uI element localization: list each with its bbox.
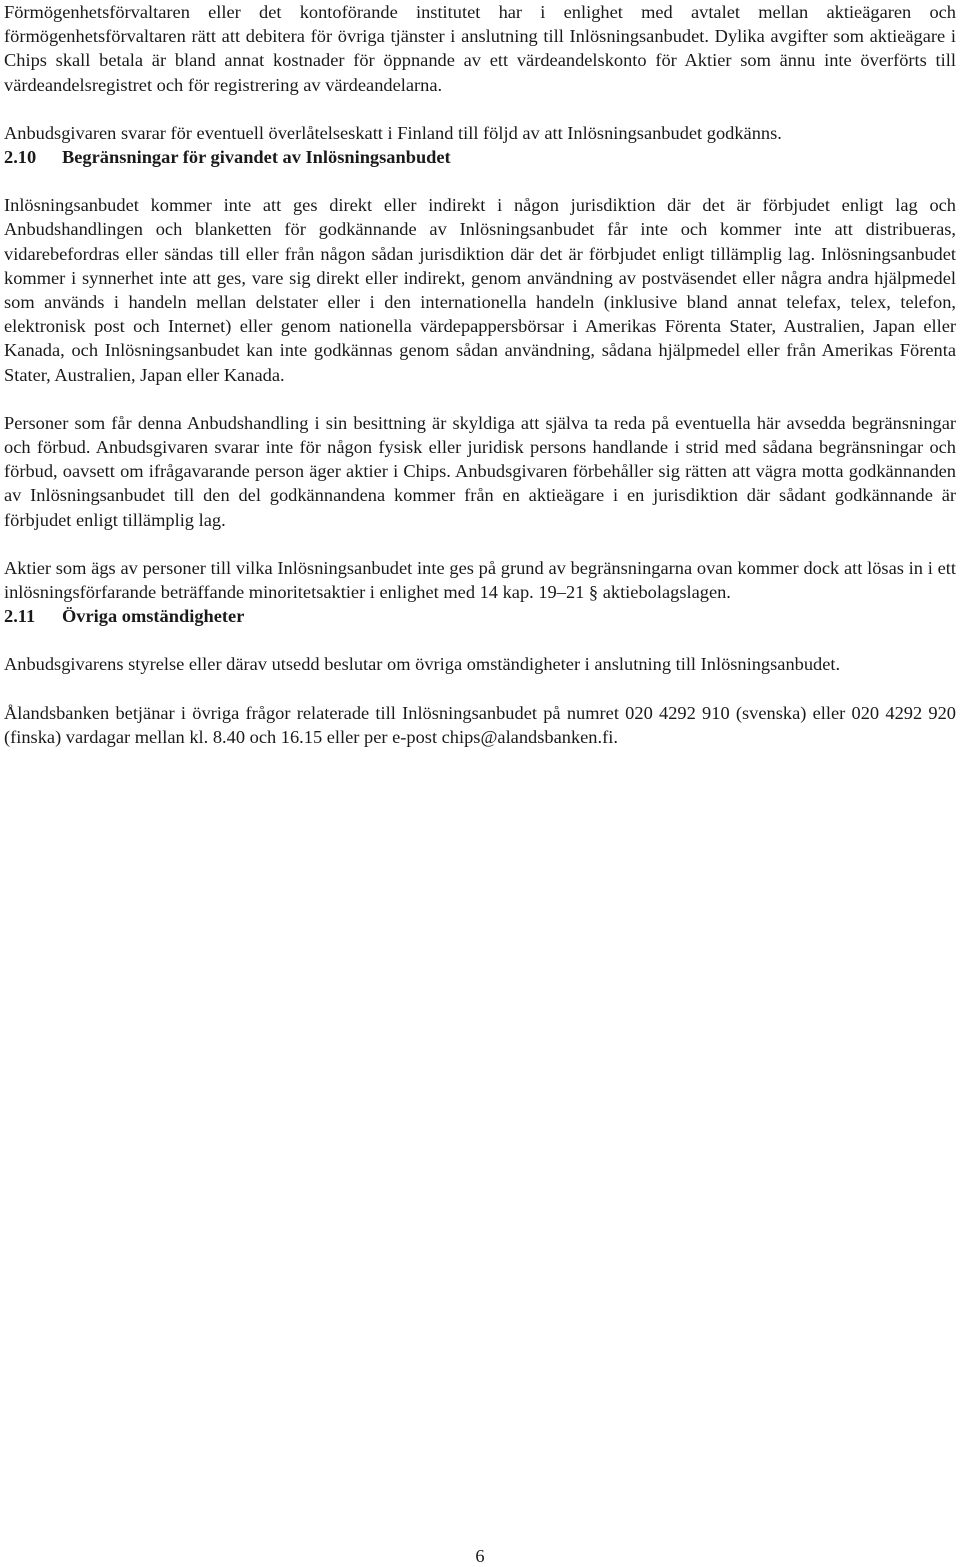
section-number: 2.11	[4, 606, 36, 627]
section-number: 2.10	[4, 147, 37, 168]
page-number: 6	[475, 1546, 485, 1566]
section-heading-2-11	[4, 604, 956, 628]
paragraph-other-circumstances: Anbudsgivarens styrelse eller därav utsedd beslutar om övriga omständigheter i anslutning till Inlösningsanbudet.	[4, 654, 841, 675]
paragraph-restrictions: Inlösningsanbudet kommer inte att ges direkt eller indirekt i någon jurisdiktion där det är förbjudet enligt lag och Anbudshandlingen och blanketten för godkännande av Inlösningsanbudet får inte och kommer inte att distribueras, vidarebefordras eller sändas till eller från någon sådan jurisdiktion där det är förbjudet enligt tillämplig lag. Inlösningsanbudet kommer i synnerhet inte att ges, vare sig direkt eller indirekt, genom användning av postväsendet eller några andra hjälpmedel som används i handeln mellan delstater eller i den internationella handeln (inklusive bland annat telefax, telex, telefon, elektronisk post och Internet) eller genom nationella värdepappersbörsar i Amerikas Förenta Stater, Australien, Japan eller Kanada, och Inlösningsanbudet kan inte godkännas genom sådan användning, sådana hjälpmedel eller från Amerikas Förenta Stater, Australien, Japan eller Kanada.	[4, 195, 956, 385]
paragraph-fees: Förmögenhetsförvaltaren eller det kontoförande institutet har i enlighet med avtalet mellan aktieägaren och förmögenhetsförvaltaren rätt att debitera för övriga tjänster i anslutning till Inlösningsanbudet. Dylika avgifter som aktieägare i Chips skall betala är bland annat kostnader för öppnande av ett värdeandelskonto för Aktier som ännu inte överförts till värdeandelsregistret och för registrering av värdeandelarna.	[4, 2, 956, 95]
paragraph-transfer-tax: Anbudsgivaren svarar för eventuell överlåtelseskatt i Finland till följd av att Inlösningsanbudet godkänns.	[4, 122, 782, 143]
section-heading-2-10	[4, 145, 956, 169]
section-title: Begränsningar för givandet av Inlösningsanbudet	[62, 147, 451, 168]
paragraph-persons-obligations: Personer som får denna Anbudshandling i sin besittning är skyldiga att själva ta reda på eventuella här avsedda begränsningar och förbud. Anbudsgivaren svarar inte för någon fysisk eller juridisk persons handlande i strid med sådana begränsningar och förbud, oavsett om ifrågavarande person äger aktier i Chips. Anbudsgivaren förbehåller sig rätten att vägra motta godkännanden av Inlösningsanbudet till den del godkännandena kommer från en aktieägare i en jurisdiktion där sådant godkännande är förbjudet enligt tillämplig lag.	[4, 412, 956, 530]
paragraph-contact-info: Ålandsbanken betjänar i övriga frågor relaterade till Inlösningsanbudet på numret 020 4292 910 (svenska) eller 020 4292 920 (finska) vardagar mellan kl. 8.40 och 16.15 eller per e-post chips@alandsbanken.fi.	[4, 702, 956, 747]
document-page	[4, 0, 956, 749]
section-title: Övriga omständigheter	[62, 606, 245, 627]
paragraph-minority-shares: Aktier som ägs av personer till vilka Inlösningsanbudet inte ges på grund av begränsningarna ovan kommer dock att lösas in i ett inlösningsförfarande beträffande minoritetsaktier i enlighet med 14 kap. 19–21 § aktiebolagslagen.	[4, 557, 956, 603]
